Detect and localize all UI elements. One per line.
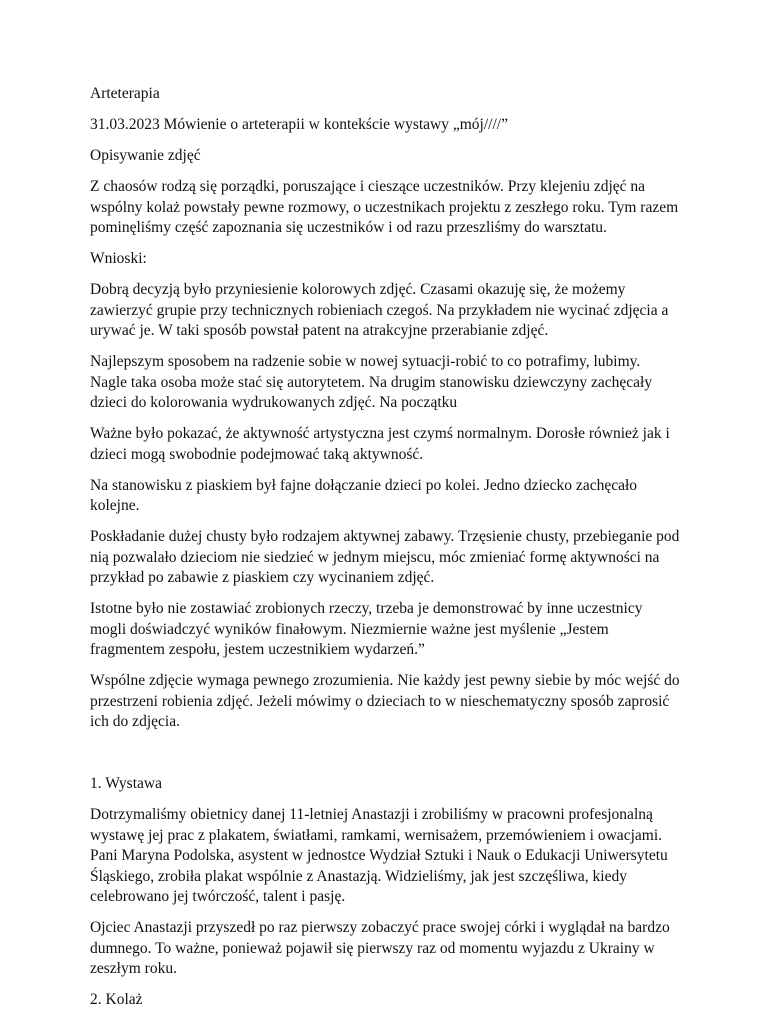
section-paragraph: Ojciec Anastazji przyszedł po raz pierwszy zobaczyć prace swojej córki i wyglądał na bardzo dumnego. To ważne, ponieważ pojawił się pierwszy raz od momentu wyjazdu z Ukrainy w zeszłym roku. — [90, 919, 670, 977]
conclusion-paragraph: Najlepszym sposobem na radzenie sobie w nowej sytuacji-robić to co potrafimy, lubimy. Nagle taka osoba może stać się autorytetem. Na drugim stanowisku dziewczyny zachęcały dzieci do kolorowania wydrukowanych zdjęć. Na początku — [90, 353, 653, 411]
date-line: 31.03.2023 Mówienie o arteterapii w kontekście wystawy „mój////” — [90, 116, 508, 133]
section-heading-wystawa: 1. Wystawa — [90, 775, 162, 792]
conclusion-paragraph: Wspólne zdjęcie wymaga pewnego zrozumienia. Nie każdy jest pewny siebie by móc wejść do przestrzeni robienia zdjęć. Jeżeli mówimy o dzieciach to w nieschematyczny sposób zaprosić ich do zdjęcia. — [90, 672, 680, 730]
heading-photos: Opisywanie zdjęć — [90, 147, 201, 164]
document-page — [90, 84, 680, 1021]
document-title: Arteterapia — [90, 85, 160, 102]
section-paragraph: Dotrzymaliśmy obietnicy danej 11-letniej Anastazji i zrobiliśmy w pracowni profesjonalną wystawę jej prac z plakatem, światłami, ramkami, wernisażem, przemówieniem i owacjami. Pani Maryna Podolska, asystent w jednostce Wydział Sztuki i Nauk o Edukacji Uniwersytetu Śląskiego, zrobiła plakat wspólnie z Anastazją. Widzieliśmy, jak jest szczęśliwa, kiedy celebrowano jej twórczość, talent i pasję. — [90, 806, 668, 905]
section-spacer — [90, 743, 680, 774]
conclusion-paragraph: Dobrą decyzją było przyniesienie kolorowych zdjęć. Czasami okazuję się, że możemy zawierzyć grupie przy technicznych robieniach czegoś. Na przykładem nie wycinać zdjęcia a urywać je. W taki sposób powstał patent na atrakcyjne przerabianie zdjęć. — [90, 281, 669, 339]
conclusion-paragraph: Poskładanie dużej chusty było rodzajem aktywnej zabawy. Trzęsienie chusty, przebieganie pod nią pozwalało dzieciom nie siedzieć w jednym miejscu, móc zmieniać formę aktywności na przykład po zabawie z piaskiem czy wycinaniem zdjęć. — [90, 528, 680, 586]
conclusions-heading: Wnioski: — [90, 250, 147, 267]
conclusion-paragraph: Na stanowisku z piaskiem był fajne dołączanie dzieci po kolei. Jedno dziecko zachęcało kolejne. — [90, 476, 638, 514]
intro-paragraph: Z chaosów rodzą się porządki, poruszające i cieszące uczestników. Przy klejeniu zdjęć na wspólny kolaż powstały pewne rozmowy, o uczestnikach projektu z zeszłego roku. Tym razem pominęliśmy część zapoznania się uczestników i od razu przeszliśmy do warsztatu. — [90, 178, 679, 236]
section-heading-kolaz: 2. Kolaż — [90, 991, 143, 1008]
conclusion-paragraph: Ważne było pokazać, że aktywność artystyczna jest czymś normalnym. Dorosłe również jak i dzieci mogą swobodnie podejmować taką aktywność. — [90, 425, 670, 463]
conclusion-paragraph: Istotne było nie zostawiać zrobionych rzeczy, trzeba je demonstrować by inne uczestnicy mogli doświadczyć wyników finałowym. Niezmiernie ważne jest myślenie „Jestem fragmentem zespołu, jestem uczestnikiem wydarzeń.” — [90, 600, 643, 658]
